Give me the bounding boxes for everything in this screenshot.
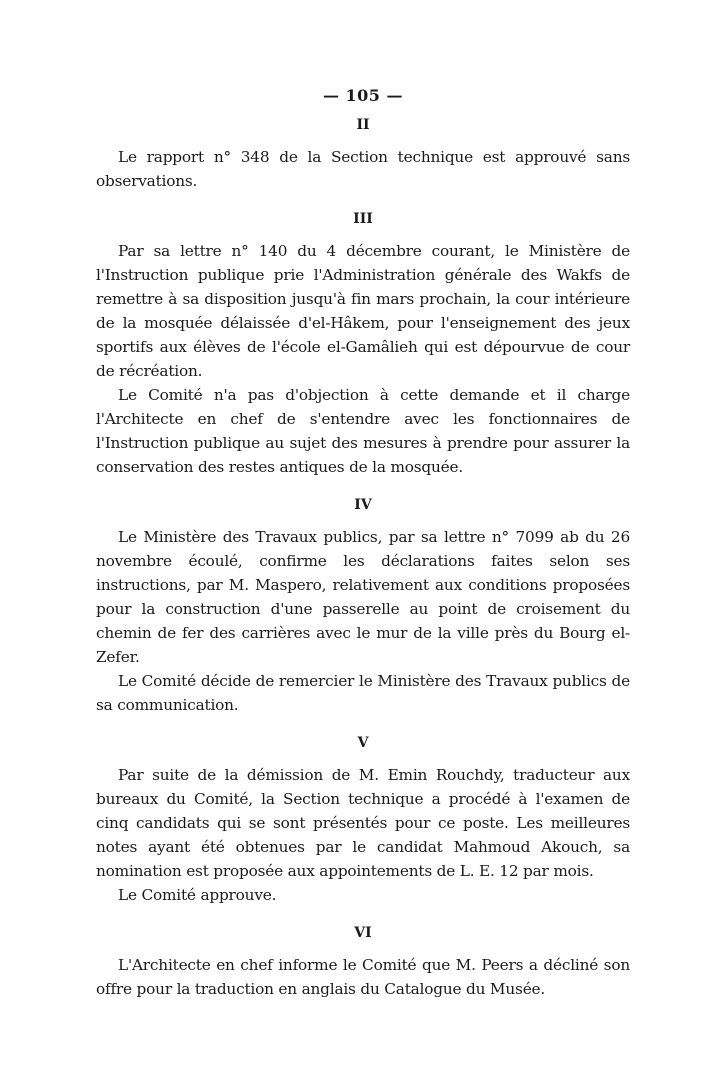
section-heading-iii: III (353, 211, 373, 227)
section-iv-paragraph-1: Le Ministère des Travaux publics, par sa lettre n° 7099 ab du 26 novembre écoulé, confirme les déclarations faites selon ses instructions, par M. Maspero, relativement aux conditions proposées pour la construction d'une passerelle au point de croisement du chemin de fer des carrières avec le mur de la ville près du Bourg el-Zefer. (96, 528, 630, 666)
section-heading-ii: II (356, 117, 370, 133)
section-ii-paragraph-1: Le rapport n° 348 de la Section technique est approuvé sans observations. (96, 148, 630, 190)
section-heading-vi: VI (354, 925, 372, 941)
section-heading-iv: IV (354, 497, 372, 513)
section-vi-paragraph-1: L'Architecte en chef informe le Comité que M. Peers a décliné son offre pour la traduction en anglais du Catalogue du Musée. (96, 956, 630, 998)
section-heading-v: V (357, 735, 369, 751)
section-iv-paragraph-2: Le Comité décide de remercier le Ministère des Travaux publics de sa communication. (96, 672, 630, 714)
section-v-paragraph-1: Par suite de la démission de M. Emin Rouchdy, traducteur aux bureaux du Comité, la Section technique a procédé à l'examen de cinq candidats qui se sont présentés pour ce poste. Les meilleures notes ayant été obtenues par le candidat Mahmoud Akouch, sa nomination est proposée aux appointements de L. E. 12 par mois. (96, 766, 630, 880)
section-iii-paragraph-2: Le Comité n'a pas d'objection à cette demande et il charge l'Architecte en chef de s'entendre avec les fonctionnaires de l'Instruction publique au sujet des mesures à prendre pour assurer la conservation des restes antiques de la mosquée. (96, 386, 630, 476)
document-page (96, 86, 630, 1001)
section-v-paragraph-2: Le Comité approuve. (118, 886, 277, 904)
page-number: — 105 — (322, 86, 404, 105)
section-iii-paragraph-1: Par sa lettre n° 140 du 4 décembre courant, le Ministère de l'Instruction publique prie l'Administration générale des Wakfs de remettre à sa disposition jusqu'à fin mars prochain, la cour intérieure de la mosquée délaissée d'el-Hâkem, pour l'enseignement des jeux sportifs aux élèves de l'école el-Gamâlieh qui est dépourvue de cour de récréation. (96, 242, 630, 380)
